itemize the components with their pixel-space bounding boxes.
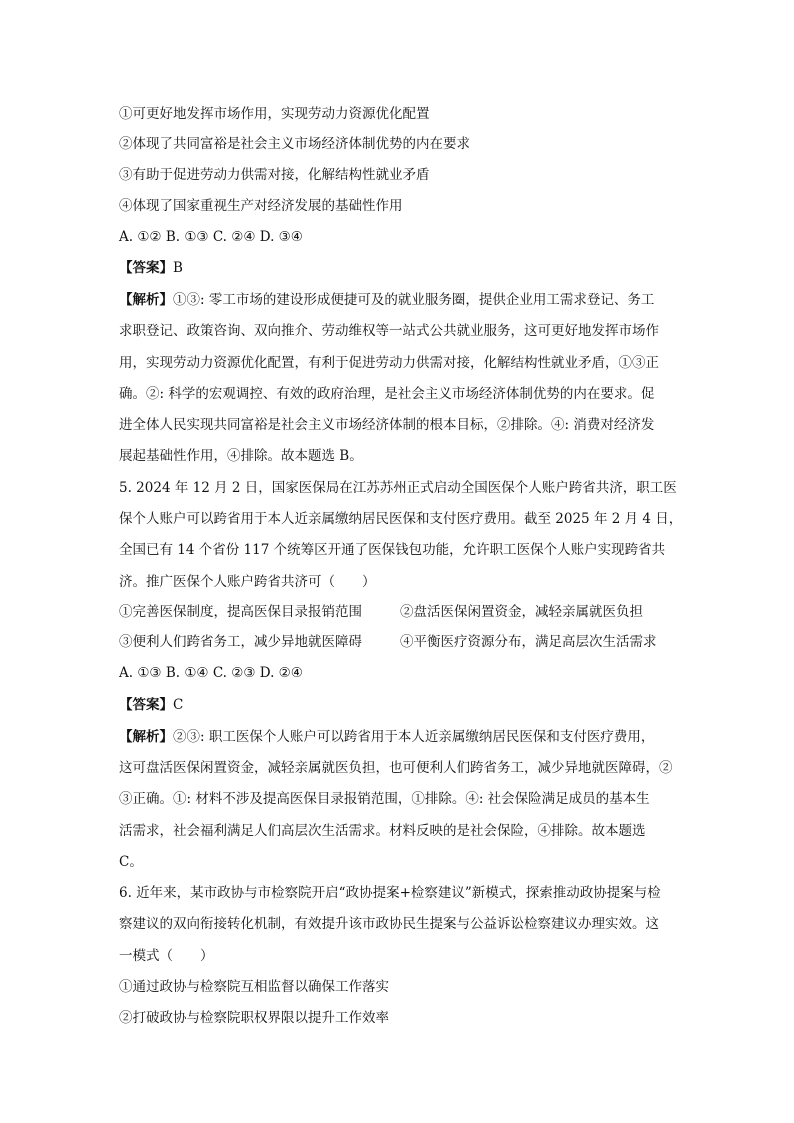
answer-tag: 【答案】 bbox=[119, 260, 173, 276]
q4-analysis-line-1 bbox=[119, 290, 654, 310]
analysis-text: ①③: 零工市场的建设形成便捷可及的就业服务圈，提供企业用工需求登记、务工 bbox=[173, 292, 655, 308]
answer-tag: 【答案】 bbox=[119, 697, 173, 713]
q4-answer bbox=[119, 258, 183, 278]
q5-option-4: ④平衡医疗资源分布，满足高层次生活需求 bbox=[400, 634, 657, 650]
q4-option-4: ④体现了国家重视生产对经济发展的基础性作用 bbox=[119, 198, 403, 214]
q4-analysis-line-5: 进全体人民实现共同富裕是社会主义市场经济体制的根本目标，②排除。④: 消费对经济发 bbox=[119, 417, 655, 433]
q5-analysis-line-1 bbox=[119, 727, 654, 747]
q5-stem-line-3: 全国已有 14 个省份 117 个统筹区开通了医保钱包功能，允许职工医保个人账户实现跨省共 bbox=[119, 542, 666, 558]
analysis-tag: 【解析】 bbox=[119, 292, 173, 308]
q5-analysis-line-2: 这可盘活医保闲置资金，减轻亲属就医负担，也可便利人们跨省务工，减少异地就医障碍，② bbox=[119, 760, 673, 776]
q5-stem-line-1: 5. 2024 年 12 月 2 日，国家医保局在江苏苏州正式启动全国医保个人账户跨省共济，职工医 bbox=[119, 480, 677, 496]
q5-choices: A. ①③ B. ①④ C. ②③ D. ②④ bbox=[119, 665, 303, 681]
q4-option-3: ③有助于促进劳动力供需对接，化解结构性就业矛盾 bbox=[119, 167, 430, 183]
q6-stem-line-2: 察建议的双向衔接转化机制，有效提升该市政协民生提案与公益诉讼检察建议办理实效。这 bbox=[119, 916, 659, 932]
analysis-text: ②③: 职工医保个人账户可以跨省用于本人近亲属缴纳居民医保和支付医疗费用， bbox=[173, 729, 655, 745]
q5-analysis-line-3: ③正确。①: 材料不涉及提高医保目录报销范围，①排除。④: 社会保险满足成员的基本生 bbox=[119, 791, 650, 807]
q4-analysis-line-2: 求职登记、政策咨询、双向推介、劳动维权等一站式公共就业服务，这可更好地发挥市场作 bbox=[119, 323, 659, 339]
q5-stem-line-2: 保个人账户可以跨省用于本人近亲属缴纳居民医保和支付医疗费用。截至 2025 年 2 月 4 日， bbox=[119, 511, 683, 527]
q5-analysis-line-4: 活需求，社会福利满足人们高层次生活需求。材料反映的是社会保险，④排除。故本题选 bbox=[119, 823, 646, 839]
q6-stem-line-3: 一模式（ ） bbox=[119, 948, 214, 964]
q6-stem-line-1: 6. 近年来，某市政协与市检察院开启“政协提案+检察建议”新模式，探索推动政协提案与检 bbox=[119, 885, 661, 901]
answer-value: B bbox=[173, 260, 183, 276]
q5-option-3: ③便利人们跨省务工，减少异地就医障碍 bbox=[119, 634, 362, 650]
q6-option-1: ①通过政协与检察院互相监督以确保工作落实 bbox=[119, 979, 389, 995]
q4-analysis-line-3: 用，实现劳动力资源优化配置，有利于促进劳动力供需对接，化解结构性就业矛盾，①③正 bbox=[119, 355, 659, 371]
q5-option-1: ①完善医保制度，提高医保目录报销范围 bbox=[119, 604, 362, 620]
q5-stem-line-4: 济。推广医保个人账户跨省共济可（ ） bbox=[119, 574, 376, 590]
q4-choices: A. ①② B. ①③ C. ②④ D. ③④ bbox=[119, 229, 303, 245]
q5-answer bbox=[119, 695, 183, 715]
analysis-tag: 【解析】 bbox=[119, 729, 173, 745]
q4-option-2: ②体现了共同富裕是社会主义市场经济体制优势的内在要求 bbox=[119, 136, 470, 152]
answer-value: C bbox=[173, 697, 184, 713]
q5-analysis-line-5: C。 bbox=[119, 854, 143, 870]
q6-option-2: ②打破政协与检察院职权界限以提升工作效率 bbox=[119, 1010, 389, 1026]
q4-analysis-line-6: 展起基础性作用，④排除。故本题选 B。 bbox=[119, 448, 363, 464]
q4-option-1: ①可更好地发挥市场作用，实现劳动力资源优化配置 bbox=[119, 106, 430, 122]
q4-analysis-line-4: 确。②: 科学的宏观调控、有效的政府治理，是社会主义市场经济体制优势的内在要求。促 bbox=[119, 386, 655, 402]
q5-option-2: ②盘活医保闲置资金，减轻亲属就医负担 bbox=[400, 604, 643, 620]
